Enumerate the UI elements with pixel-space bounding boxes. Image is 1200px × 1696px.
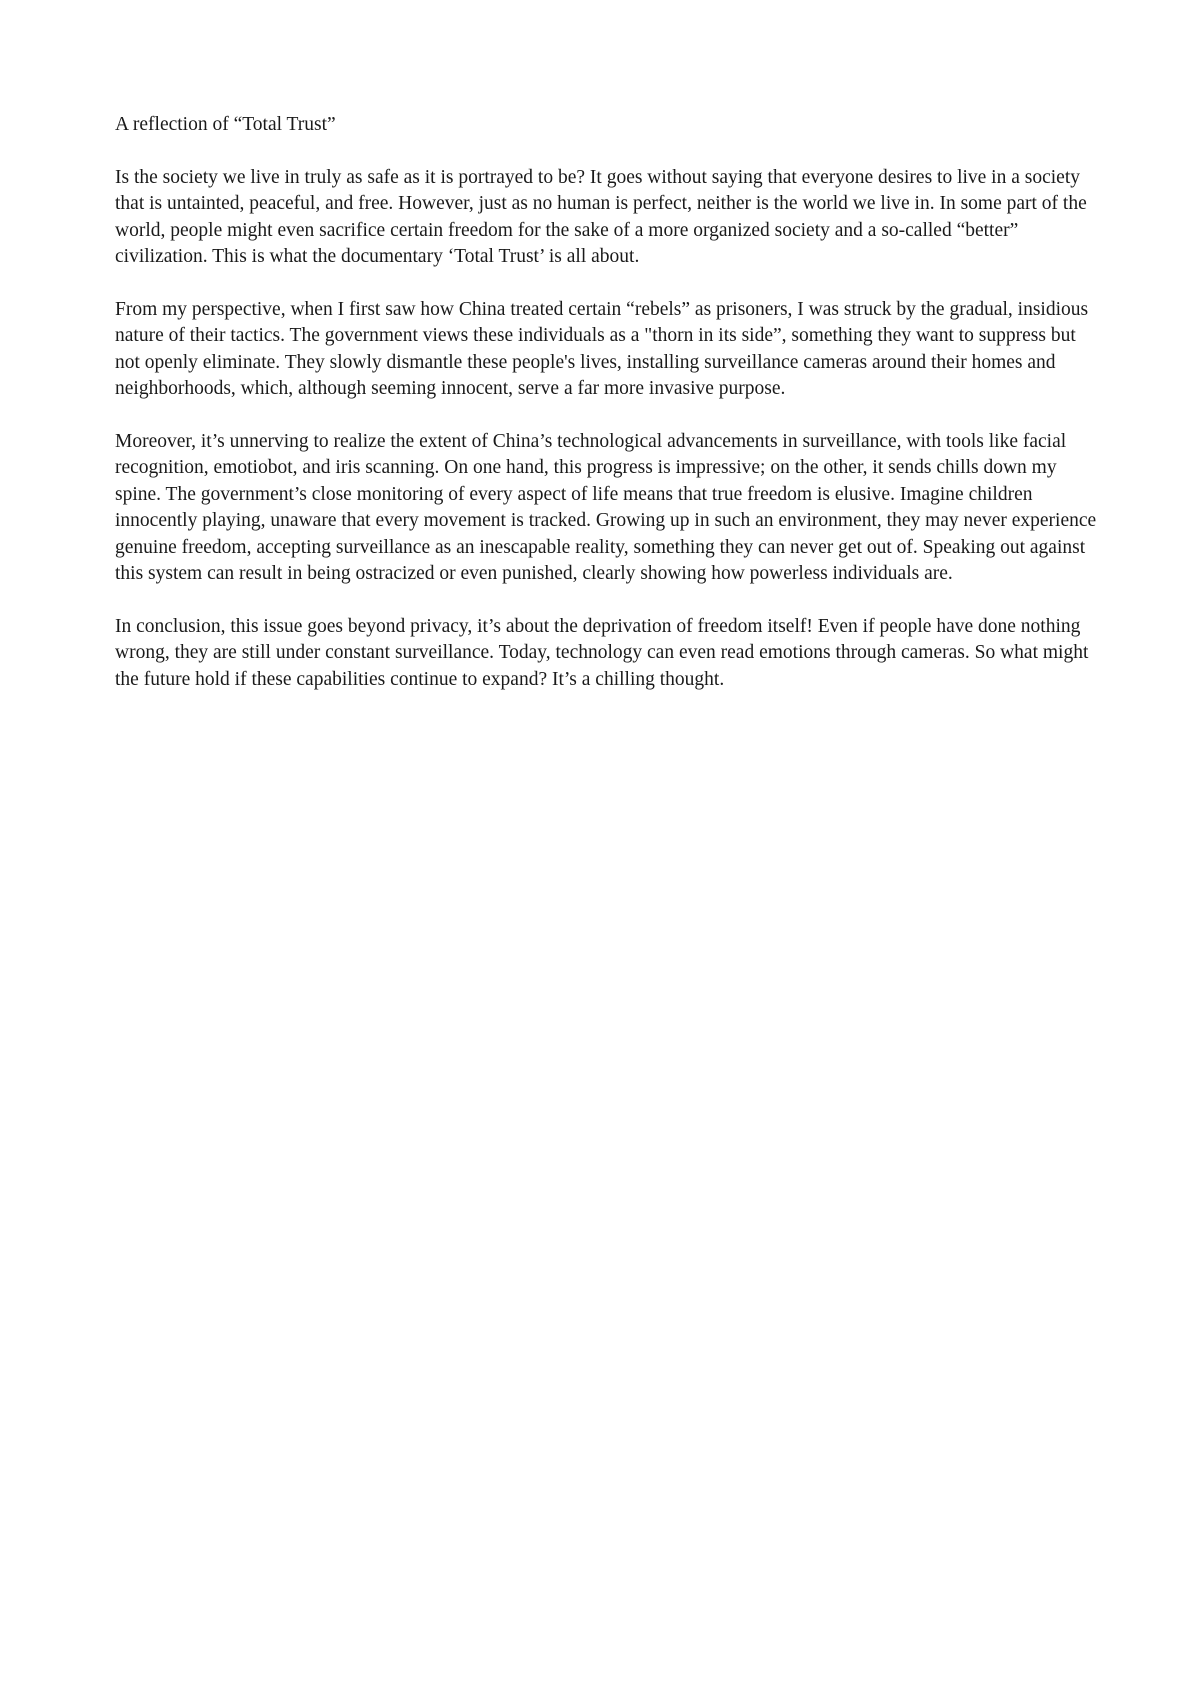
document-title: A reflection of “Total Trust” bbox=[115, 114, 336, 135]
paragraph-1: Is the society we live in truly as safe as it is portrayed to be? It goes without saying that everyone desires to live in a society that is untainted, peaceful, and free. However, just as no human is perfect, neither is the world we live in. In some part of the world, people might even sacrifice certain freedom for the sake of a more organized society and a so-called “better” civilization. This is what the documentary ‘Total Trust’ is all about. bbox=[115, 166, 1087, 267]
paragraph-4: In conclusion, this issue goes beyond privacy, it’s about the deprivation of freedom itself! Even if people have done nothing wrong, they are still under constant surveillance. Today, technology can even read emotions through cameras. So what might the future hold if these capabilities continue to expand? It’s a chilling thought. bbox=[115, 615, 1089, 690]
document-body bbox=[115, 112, 1100, 719]
paragraph-3: Moreover, it’s unnerving to realize the extent of China’s technological advancements in surveillance, with tools like facial recognition, emotiobot, and iris scanning. On one hand, this progress is impressive; on the other, it sends chills down my spine. The government’s close monitoring of every aspect of life means that true freedom is elusive. Imagine children innocently playing, unaware that every movement is tracked. Growing up in such an environment, they may never experience genuine freedom, accepting surveillance as an inescapable reality, something they can never get out of. Speaking out against this system can result in being ostracized or even punished, clearly showing how powerless individuals are. bbox=[115, 430, 1097, 584]
paragraph-2: From my perspective, when I first saw how China treated certain “rebels” as prisoners, I was struck by the gradual, insidious nature of their tactics. The government views these individuals as a "thorn in its side”, something they want to suppress but not openly eliminate. They slowly dismantle these people's lives, installing surveillance cameras around their homes and neighborhoods, which, although seeming innocent, serve a far more invasive purpose. bbox=[115, 298, 1089, 399]
